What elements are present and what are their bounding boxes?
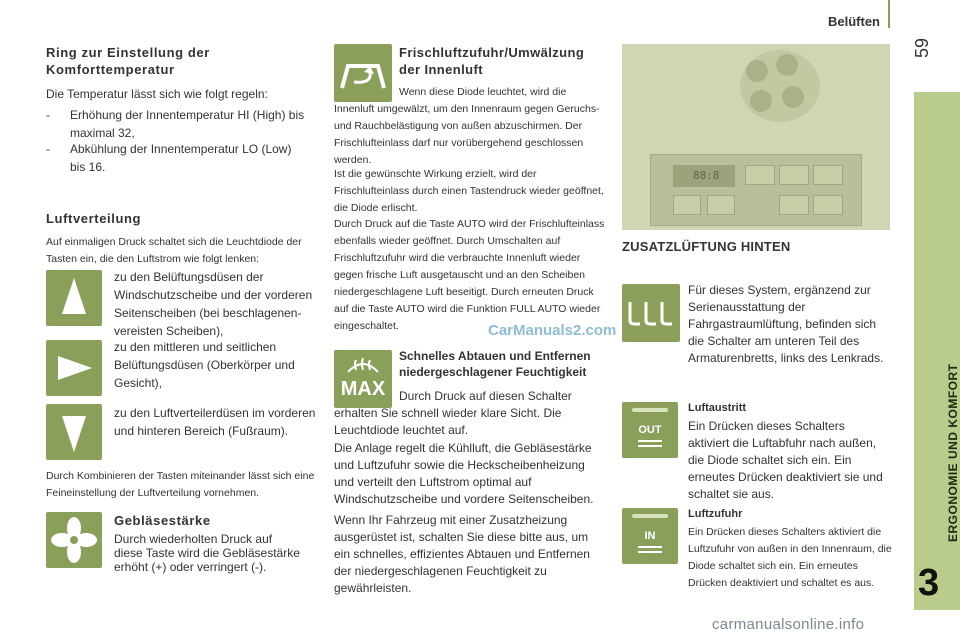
luftverteilung-heading: Luftverteilung [46, 211, 142, 226]
zusatz-heading: ZUSATZLÜFTUNG HINTEN [622, 239, 791, 254]
frischluft-heading: Frischluftzufuhr/Umwälzung der Innenluft [399, 45, 585, 77]
foot-distribution-icon [46, 404, 102, 460]
zusatz-text: Für dieses System, ergänzend zur Serienausstattung der Fahrgastraumlüftung, befinden sich die Schalter am unteren Teil des Armaturenbretts, links des Lenkrads. [688, 283, 884, 365]
rear-ventilation-icon [622, 284, 680, 342]
section-title: Belüften [828, 14, 880, 29]
geblaese-text: Durch wiederholten Druck auf diese Taste wird die Gebläsestärke erhöht (+) oder verringert (-). [114, 532, 300, 574]
frischluft-text: Durch Druck auf die Taste AUTO wird der Frischlufteinlass ebenfalls wieder geöffnet. Durch Umschalten auf Frischluftzufuhr wird die verbrauchte Innenluft wieder gegen frische Luft ausgetauscht und an den Scheiben niedergeschlagene Luft beseitigt. Durch erneuten Druck auf die Taste AUTO wird die Funktion FULL AUTO wieder eingeschaltet. [334, 218, 605, 332]
page-number: 59 [912, 37, 932, 58]
frischluft-text: Ist die gewünschte Wirkung erzielt, wird der Frischlufteinlass durch einen Tastendruck wieder geöffnet, die Diode erlischt. [334, 168, 604, 214]
distribution-item: zu den mittleren und seitlichen Belüftungsdüsen (Oberkörper und Gesicht), [114, 340, 295, 390]
ring-item: - Erhöhung der Innentemperatur HI (High) bis maximal 32, [46, 108, 305, 140]
luftaustritt-text: Ein Drücken dieses Schalters aktiviert die Luftabfuhr nach außen, die Diode schaltet sich ein. Ein erneutes Drücken deaktiviert sie und schaltet sie aus. [688, 419, 883, 501]
climate-panel-photo [622, 44, 890, 230]
footer-watermark: carmanualsonline.info [712, 616, 865, 633]
luftzufuhr-text: Ein Drücken dieses Schalters aktiviert die Luftzufuhr von außen in den Innenraum, die Diode schaltet sich ein. Ein erneutes Drücken deaktiviert und schaltet es aus. [688, 526, 892, 589]
air-in-switch-icon: IN [622, 508, 678, 564]
luftaustritt-heading: Luftaustritt [688, 402, 747, 414]
chapter-number: 3 [918, 562, 940, 604]
abtauen-heading: Schnelles Abtauen und Entfernen niedergeschlagener Feuchtigkeit [399, 349, 591, 379]
vent-cluster [740, 50, 820, 122]
control-panel [650, 154, 862, 226]
watermark: CarManuals2.com [488, 322, 617, 339]
chapter-label: ERGONOMIE UND KOMFORT [946, 363, 960, 542]
ring-heading: Ring zur Einstellung der Komforttemperatur [46, 45, 210, 77]
abtauen-text: Die Anlage regelt die Kühlluft, die Gebläsestärke und Luftzufuhr sowie die Heckscheibenheizung und verteilt den Luftstrom optimal auf Windschutzscheibe und vordere Seitenscheiben. [334, 441, 594, 506]
windshield-distribution-icon [46, 270, 102, 326]
face-distribution-icon [46, 340, 102, 396]
frischluft-text: Wenn diese Diode leuchtet, wird die Innenluft umgewälzt, um den Innenraum gegen Geruchs- und Rauchbelästigung von außen abzuschirmen. Der Frischlufteinlass darf nur vorübergehend geschlossen werden. [334, 86, 600, 166]
fan-icon [46, 512, 102, 568]
abtauen-text: Durch Druck auf diesen Schalter erhalten Sie schnell wieder klare Sicht. Die Leuchtdiode leuchtet auf. [334, 389, 572, 437]
luftverteilung-note: Durch Kombinieren der Tasten miteinander lässt sich eine Feineinstellung der Luftverteilung vornehmen. [46, 470, 315, 499]
temperature-display: 88:8 [673, 165, 735, 187]
air-out-switch-icon: OUT [622, 402, 678, 458]
abtauen-text: Wenn Ihr Fahrzeug mit einer Zusatzheizung ausgerüstet ist, schalten Sie diese bitte aus, um ein schnelles, effizientes Abtauen und Entfernen der niedergeschlagenen Feuchtigkeit zu gewährleisten. [334, 513, 590, 595]
distribution-item: zu den Belüftungsdüsen der Windschutzscheibe und der vorderen Seitenscheiben (bei beschlagenen- vereisten Scheiben), [114, 270, 313, 338]
luftzufuhr-heading: Luftzufuhr [688, 508, 743, 520]
luftverteilung-intro: Auf einmaligen Druck schaltet sich die Leuchtdiode der Tasten ein, die den Luftstrom wie folgt lenken: [46, 236, 302, 265]
defrost-max-icon: MAX [334, 350, 392, 408]
ring-item: - Abkühlung der Innentemperatur LO (Low) bis 16. [46, 142, 292, 174]
ring-intro: Die Temperatur lässt sich wie folgt regeln: [46, 87, 268, 101]
geblaese-heading: Gebläsestärke [114, 513, 211, 528]
header-divider [888, 0, 890, 28]
distribution-item: zu den Luftverteilerdüsen im vorderen und hinteren Bereich (Fußraum). [114, 406, 316, 438]
